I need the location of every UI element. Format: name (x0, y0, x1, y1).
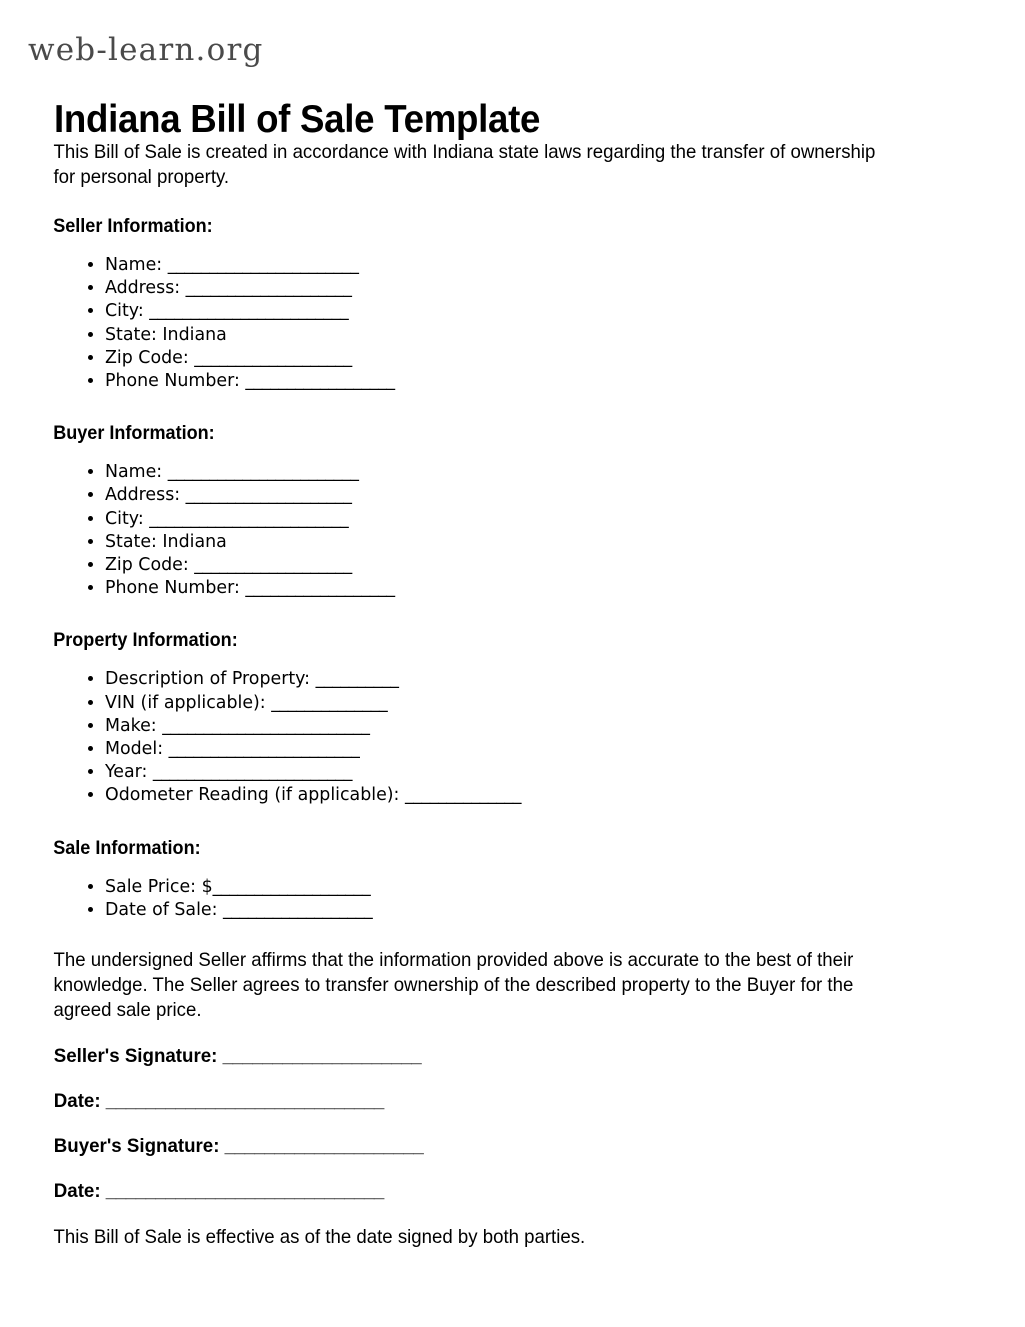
list-item (105, 784, 1025, 807)
spacer (0, 1158, 1025, 1180)
intro-paragraph: This Bill of Sale is created in accordance with Indiana state laws regarding the transfer of ownership for personal property. (53, 141, 876, 188)
list-item (105, 531, 1025, 554)
spacer (0, 808, 1025, 838)
field-blank: ___________________ (194, 555, 352, 576)
field-label: Year: (105, 762, 153, 783)
buyer-signature-line (0, 1135, 984, 1158)
spacer (0, 393, 1025, 423)
list-item (105, 300, 1025, 323)
field-blank: ___________________ (212, 876, 371, 897)
list-item (105, 761, 1025, 784)
closing-paragraph: This Bill of Sale is effective as of the date signed by both parties. (53, 1226, 586, 1249)
list-item (105, 347, 1025, 370)
buyer-information-heading: Buyer Information: (53, 423, 215, 445)
field-blank: ________________________ (149, 301, 349, 322)
property-information-list (0, 668, 1025, 807)
field-label: Odometer Reading (if applicable): (105, 785, 405, 806)
field-label: Name: (105, 462, 168, 483)
list-item (105, 876, 1025, 899)
field-blank: _________________________ (162, 715, 370, 736)
field-label: Model: (105, 739, 169, 760)
field-blank: ____________________ (185, 485, 352, 506)
buyer-signature-label: Buyer's Signature: (53, 1135, 225, 1158)
seller-date-blank: ____________________________ (105, 1090, 384, 1113)
list-item (105, 715, 1025, 738)
field-blank: __________________ (223, 899, 373, 920)
spacer (0, 238, 1025, 254)
page-title: Indiana Bill of Sale Template (54, 98, 541, 142)
list-item (105, 254, 1025, 277)
field-label: Make: (105, 715, 163, 736)
field-blank: ________________________ (149, 508, 349, 529)
field-label: Sale Price: $ (105, 876, 213, 897)
list-item (105, 461, 1025, 484)
field-blank: ________________________ (152, 762, 352, 783)
spacer (0, 922, 1025, 948)
list-item (105, 899, 1025, 922)
buyer-information-list (0, 461, 1025, 600)
seller-signature-line (0, 1045, 984, 1068)
field-label: VIN (if applicable): (105, 692, 272, 713)
field-blank: __________________ (245, 578, 395, 599)
field-label: City: (105, 301, 150, 322)
field-blank: _______________________ (167, 462, 359, 483)
list-item (105, 277, 1025, 300)
spacer (0, 445, 1025, 461)
field-label: Address: (105, 278, 186, 299)
field-blank: __________ (315, 669, 399, 690)
list-item (105, 554, 1025, 577)
seller-date-line (0, 1090, 984, 1113)
sale-information-list (0, 876, 1025, 922)
seller-information-heading: Seller Information: (53, 216, 213, 237)
field-label: State: Indiana (105, 324, 227, 345)
seller-signature-blank: ____________________ (222, 1045, 422, 1068)
seller-signature-label: Seller's Signature: (53, 1045, 223, 1068)
sale-information-heading: Sale Information: (53, 837, 201, 859)
field-blank: ______________ (271, 692, 388, 713)
field-label: Date of Sale: (105, 899, 223, 920)
spacer (0, 860, 1025, 876)
list-item (105, 370, 1025, 393)
site-logo: web-learn.org (28, 32, 264, 68)
spacer (0, 652, 1025, 668)
list-item (105, 324, 1025, 347)
list-item (105, 668, 1025, 691)
list-item (105, 738, 1025, 761)
spacer (0, 190, 1025, 216)
field-blank: __________________ (245, 371, 395, 392)
buyer-date-blank: ____________________________ (105, 1180, 384, 1203)
field-label: Zip Code: (105, 347, 195, 368)
spacer (0, 600, 1025, 630)
seller-information-list (0, 254, 1025, 393)
spacer (0, 1068, 1025, 1090)
buyer-signature-blank: ____________________ (224, 1135, 424, 1158)
field-blank: _______________________ (168, 739, 360, 760)
field-blank: ____________________ (185, 278, 352, 299)
field-label: Phone Number: (105, 371, 246, 392)
field-label: Name: (105, 255, 168, 275)
seller-date-label: Date: (53, 1090, 106, 1113)
spacer (0, 1203, 1025, 1225)
field-blank: _______________________ (167, 255, 359, 275)
buyer-date-label: Date: (53, 1180, 106, 1203)
field-label: Address: (105, 485, 186, 506)
list-item (105, 508, 1025, 531)
list-item (105, 692, 1025, 715)
list-item (105, 484, 1025, 507)
field-label: Description of Property: (105, 669, 316, 690)
buyer-date-line (0, 1180, 984, 1203)
field-label: State: Indiana (105, 531, 227, 552)
field-blank: ___________________ (194, 347, 352, 368)
property-information-heading: Property Information: (53, 630, 238, 652)
spacer (0, 1023, 1025, 1045)
list-item (105, 577, 1025, 600)
field-label: Zip Code: (105, 555, 195, 576)
spacer (0, 1113, 1025, 1135)
field-blank: ______________ (404, 785, 522, 806)
document-body (0, 140, 1025, 1250)
field-label: City: (105, 508, 150, 529)
field-label: Phone Number: (105, 578, 246, 599)
affirmation-paragraph: The undersigned Seller affirms that the information provided above is accurate to the best of their knowledge. The Seller agrees to transfer ownership of the described property to the Buyer for the agreed sale price. (53, 949, 854, 1022)
